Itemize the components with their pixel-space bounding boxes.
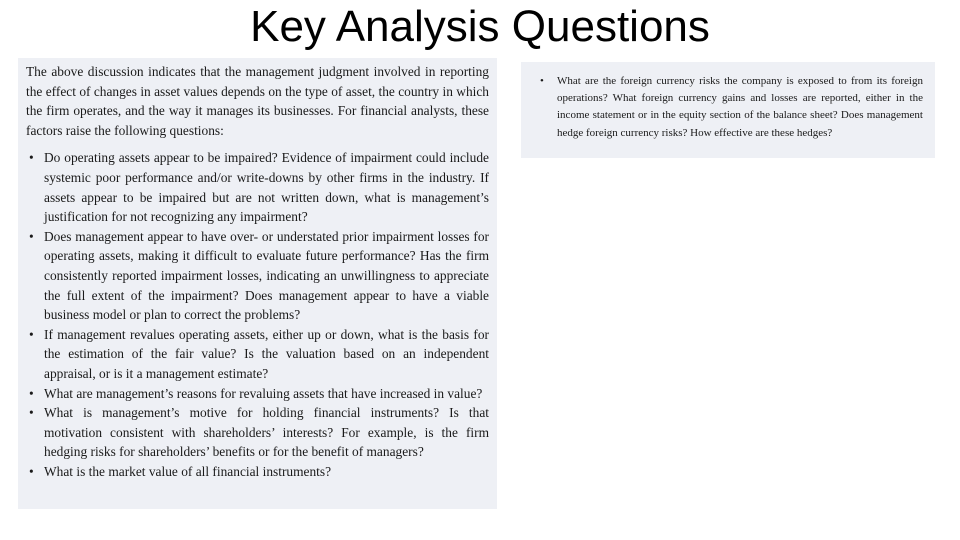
- bullet-icon: •: [29, 150, 34, 166]
- question-item: [26, 148, 489, 226]
- question-item: [26, 384, 489, 404]
- intro-paragraph: The above discussion indicates that the management judgment involved in reporting the effect of changes in asset values depends on the type of asset, the country in which the firm operates, and the way it manages its businesses. For financial analysts, these factors raise the following questions:: [26, 64, 489, 138]
- slide-title: Key Analysis Questions: [250, 2, 710, 51]
- question-text: What are management’s reasons for revaluing assets that have increased in value?: [44, 385, 483, 401]
- question-text: What is the market value of all financial instruments?: [44, 463, 332, 479]
- bullet-icon: •: [540, 75, 544, 87]
- question-item: [26, 403, 489, 462]
- question-item: [537, 73, 923, 142]
- question-text: What are the foreign currency risks the company is exposed to from its foreign operations? What foreign currency gains and losses are reported, either in the income statement or in the equity section of the balance sheet? Does management hedge foreign currency risks? How effective are these hedges?: [557, 75, 923, 139]
- question-list: [26, 148, 489, 481]
- question-item: [26, 227, 489, 325]
- question-item: [26, 462, 489, 482]
- bullet-icon: •: [29, 463, 34, 479]
- question-text: What is management’s motive for holding financial instruments? Is that motivation consistent with shareholders’ interests? For example, is the firm hedging risks for shareholders’ benefits or for the benefit of managers?: [44, 405, 489, 460]
- question-text: Do operating assets appear to be impaired? Evidence of impairment could include systemic poor performance and/or write-downs by other firms in the industry. If assets appear to be impaired but are not written down, what is management’s justification for not recognizing any impairment?: [44, 150, 489, 225]
- bullet-icon: •: [29, 228, 34, 244]
- question-item: [26, 325, 489, 384]
- question-text: If management revalues operating assets, either up or down, what is the basis for the estimation of the fair value? Is the valuation based on an independent appraisal, or is it a management estimate?: [44, 326, 489, 381]
- question-list-continued: [537, 73, 923, 142]
- left-text-panel: [18, 58, 497, 509]
- bullet-icon: •: [29, 326, 34, 342]
- question-text: Does management appear to have over- or understated prior impairment losses for operating assets, making it difficult to evaluate future performance? Has the firm consistently reported impairment losses, indicating an unwillingness to appreciate the full extent of the impairment? Does management appear to have a viable business model or plan to correct the problems?: [44, 228, 489, 323]
- right-text-panel: [521, 62, 935, 158]
- bullet-icon: •: [29, 385, 34, 401]
- bullet-icon: •: [29, 405, 34, 421]
